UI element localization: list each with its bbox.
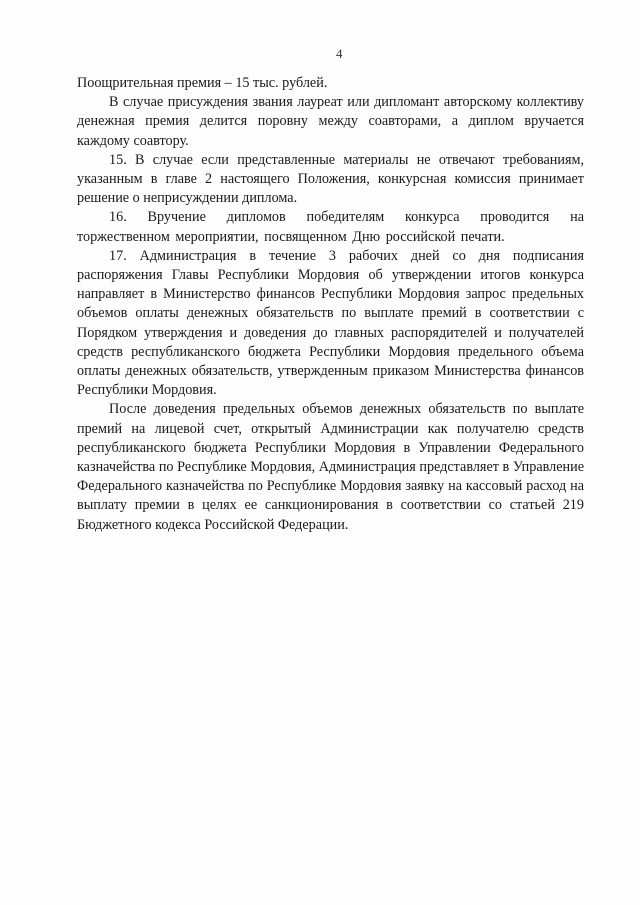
paragraph-collective-award: В случае присуждения звания лауреат или дипломант авторскому коллективу денежная премия делится поровну между соавторами, а диплом вручается каждому соавтору. (77, 94, 584, 149)
paragraph-item-17: 17. Администрация в течение 3 рабочих дней со дня подписания распоряжения Главы Республики Мордовия об утверждении итогов конкурса направляет в Министерство финансов Республики Мордовия запрос предельных объемов оплаты денежных обязательств по выплате премий в соответствии с Порядком утверждения и доведения до главных распорядителей и получателей средств республиканского бюджета Республики Мордовия предельного объема оплаты денежных обязательств, утвержденным приказом Министерства финансов Республики Мордовия. (77, 247, 584, 399)
document-body (77, 74, 584, 535)
page-number: 4 (336, 46, 343, 61)
paragraph-item-16: 16. Вручение дипломов победителям конкурса проводится на торжественном мероприятии, посвященном Дню российской печати. (77, 209, 584, 245)
paragraph-payment-procedure: После доведения предельных объемов денежных обязательств по выплате премий на лицевой счет, открытый Администрации как получателю средств республиканского бюджета Республики Мордовия в Управлении Федерального казначейства по Республике Мордовия, Администрация представляет в Управление Федерального казначейства по Республике Мордовия заявку на кассовый расход на выплату премии в целях ее санкционирования в соответствии со статьей 219 Бюджетного кодекса Российской Федерации. (77, 401, 584, 533)
paragraph-item-15: 15. В случае если представленные материалы не отвечают требованиям, указанным в главе 2 настоящего Положения, конкурсная комиссия принимает решение о неприсуждении диплома. (77, 151, 584, 207)
paragraph-incentive-prize: Поощрительная премия – 15 тыс. рублей. (77, 75, 328, 91)
